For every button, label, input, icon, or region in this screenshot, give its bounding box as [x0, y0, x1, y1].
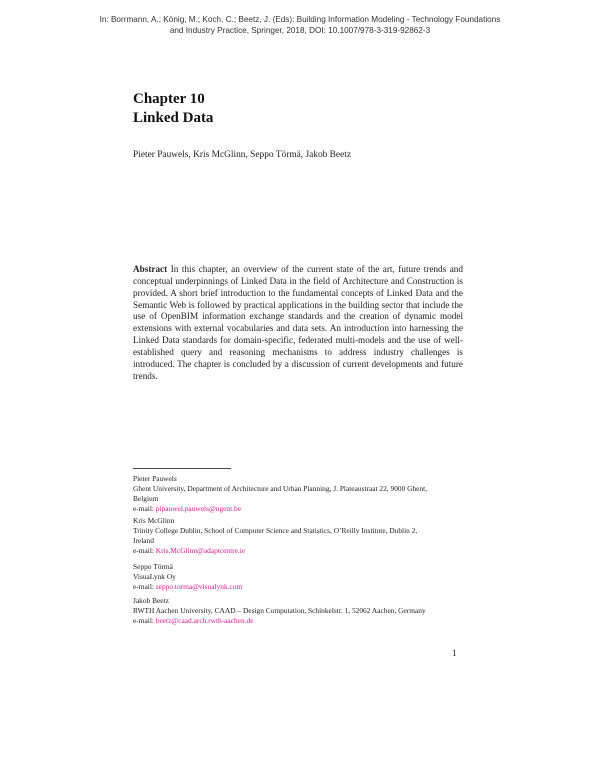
- affiliation-org: Trinity College Dublin, School of Computer Science and Statistics, O’Reilly Institute, Dublin 2,: [133, 526, 418, 535]
- affiliation-name: Pieter Pauwels: [133, 474, 177, 483]
- chapter-title: Linked Data: [133, 110, 214, 126]
- abstract: [133, 264, 463, 382]
- affiliation-org: VisuaLynk Oy: [133, 572, 176, 581]
- footnote-divider: [133, 468, 231, 469]
- affiliation-mcglinn: [133, 516, 463, 556]
- abstract-heading: Abstract: [133, 264, 168, 274]
- email-label: e-mail:: [133, 546, 154, 555]
- citation-header: [60, 14, 540, 36]
- email-link[interactable]: pipauwel.pauwels@ugent.be: [155, 504, 242, 513]
- email-link[interactable]: Kris.McGlinn@adaptcentre.ie: [155, 546, 246, 555]
- affiliation-pauwels: [133, 474, 463, 514]
- email-label: e-mail:: [133, 504, 154, 513]
- affiliation-name: Kris McGlinn: [133, 516, 175, 525]
- affiliation-country: Belgium: [133, 494, 159, 503]
- email-label: e-mail:: [133, 616, 154, 625]
- affiliation-country: Ireland: [133, 536, 154, 545]
- email-link[interactable]: seppo.torma@visualynk.com: [155, 582, 243, 591]
- affiliation-org: RWTH Aachen University, CAAD – Design Computation, Schinkelstr. 1, 52062 Aachen, Germany: [133, 606, 426, 615]
- affiliation-email-line: [133, 582, 463, 592]
- affiliation-torma: [133, 562, 463, 592]
- affiliation-beetz: [133, 596, 463, 626]
- affiliation-name: Seppo Törmä: [133, 562, 173, 571]
- affiliation-email-line: [133, 546, 463, 556]
- affiliation-org: Ghent University, Department of Architecture and Urban Planning, J. Plateaustraat 22, 9000 Ghent,: [133, 484, 428, 493]
- citation-line-2: and Industry Practice, Springer, 2018, DOI: 10.1007/978-3-319-92862-3: [169, 26, 431, 35]
- affiliation-email-line: [133, 616, 463, 626]
- abstract-text: In this chapter, an overview of the current state of the art, future trends and conceptual underpinnings of Linked Data in the field of Architecture and Construction is provided. A short brief introduction to the fundamental concepts of Linked Data and the Semantic Web is followed by practical applications in the building sector that include the use of OpenBIM information exchange standards and the creation of dynamic model extensions with external vocabularies and data sets. An introduction into harnessing the Linked Data standards for domain-specific, federated multi-models and the use of well-established query and reasoning mechanisms to address industry challenges is introduced. The chapter is concluded by a discussion of current developments and future trends.: [133, 264, 463, 381]
- email-link[interactable]: beetz@caad.arch.rwth-aachen.de: [155, 616, 254, 625]
- email-label: e-mail:: [133, 582, 154, 591]
- chapter-label: Chapter 10: [133, 91, 205, 107]
- citation-line-1: In: Borrmann, A.; König, M.; Koch, C.; Beetz, J. (Eds): Building Information Modeling - Technology Foundations: [99, 15, 501, 24]
- affiliation-email-line: [133, 504, 463, 514]
- page-number: 1: [452, 648, 457, 658]
- author-list: Pieter Pauwels, Kris McGlinn, Seppo Törmä, Jakob Beetz: [133, 150, 352, 160]
- affiliation-name: Jakob Beetz: [133, 596, 169, 605]
